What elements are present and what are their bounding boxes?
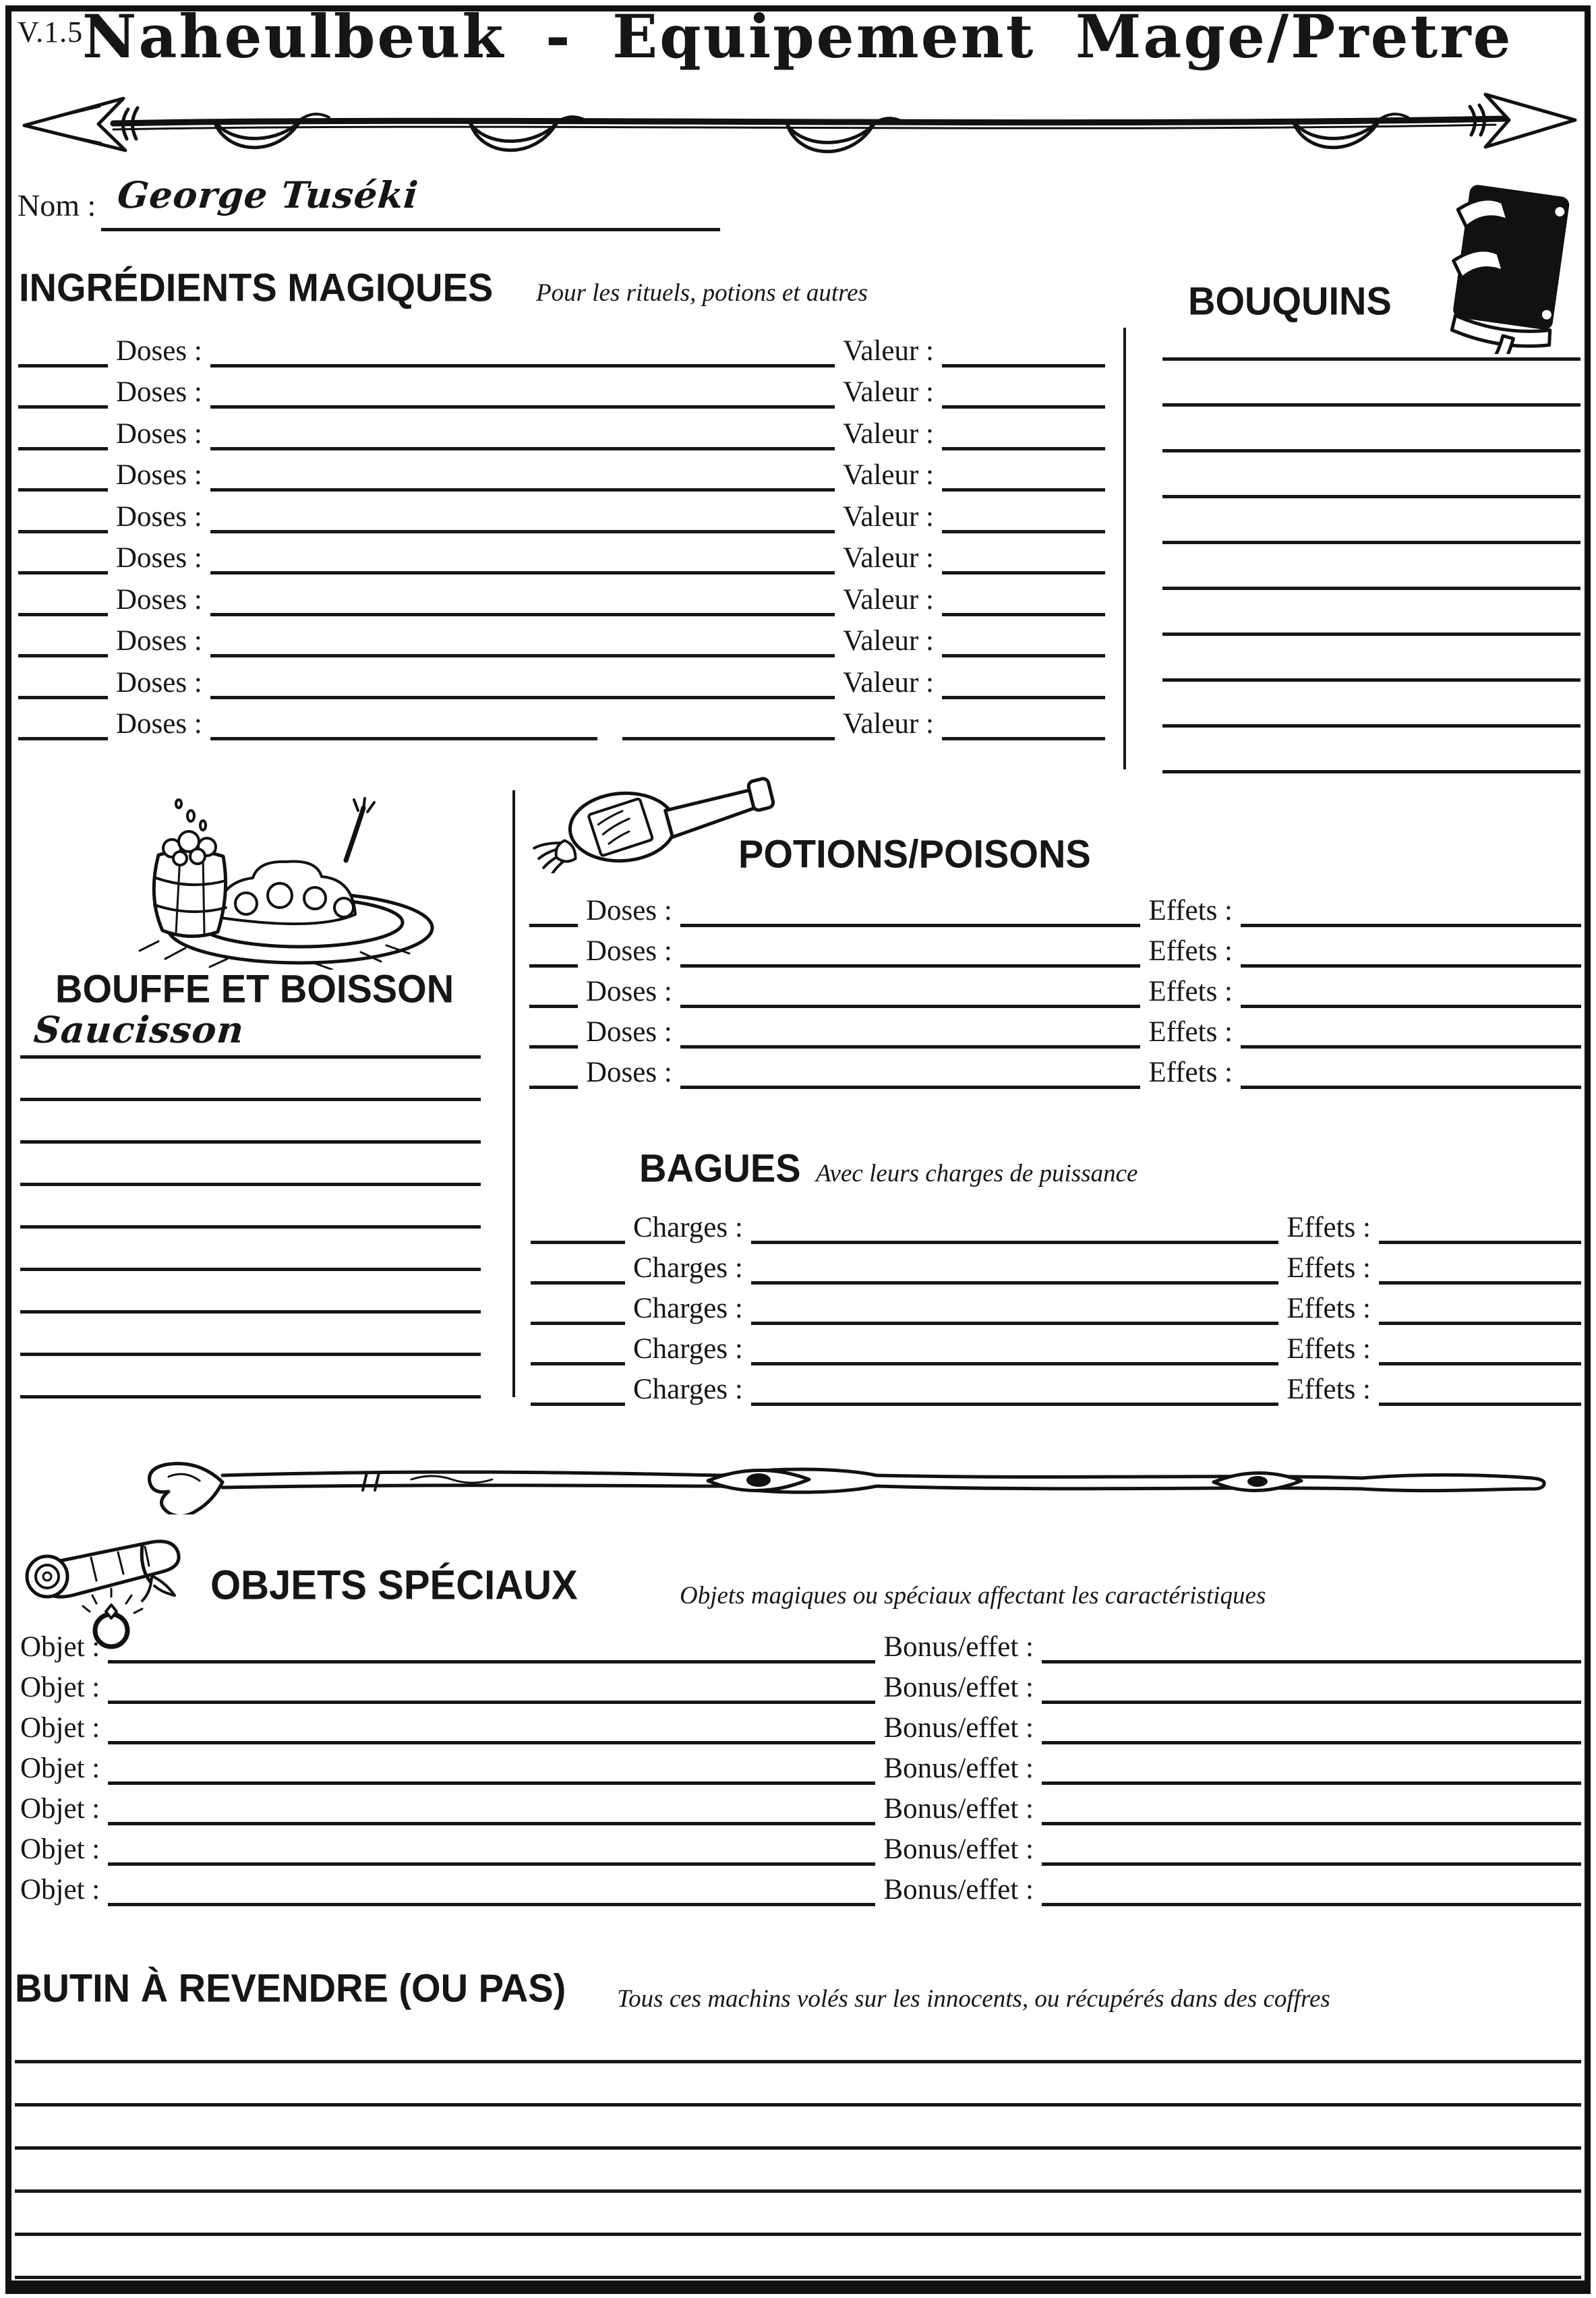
valeur-blank-line <box>942 737 1105 740</box>
objet-row <box>20 1704 1581 1744</box>
spear-divider-icon <box>12 86 1583 164</box>
quantity-blank-line <box>18 364 108 367</box>
ingredient-row <box>18 450 1105 492</box>
potion-blank-line <box>680 1086 1141 1089</box>
valeur-label: Valeur : <box>843 625 934 657</box>
ingredient-blank-line <box>210 488 835 492</box>
potion-row <box>529 1049 1581 1089</box>
ingredient-row <box>18 533 1105 575</box>
bague-blank-line <box>751 1281 1279 1285</box>
valeur-label: Valeur : <box>843 417 934 450</box>
ingredient-row <box>18 657 1105 699</box>
butin-blank-line <box>15 2106 1581 2150</box>
butin-blank-line <box>15 2236 1581 2279</box>
potions-rows <box>529 887 1581 1089</box>
column-divider <box>512 790 515 1397</box>
objet-label: Objet : <box>20 1631 100 1663</box>
bonus-effet-label: Bonus/effet : <box>883 1712 1034 1744</box>
charges-label: Charges : <box>633 1293 743 1324</box>
bonus-blank-line <box>1042 1660 1581 1663</box>
doses-label: Doses : <box>586 1057 672 1088</box>
bouffe-blank-line <box>20 1016 481 1059</box>
effets-label: Effets : <box>1287 1333 1371 1365</box>
ingredient-blank-line <box>210 447 835 450</box>
potion-row <box>529 927 1581 968</box>
potion-blank-line <box>680 1045 1141 1049</box>
doses-label: Doses : <box>586 1016 672 1048</box>
bouffe-blank-line <box>20 1229 481 1271</box>
objet-row <box>20 1866 1581 1906</box>
valeur-blank-line <box>942 571 1105 574</box>
objets-rows <box>20 1623 1581 1906</box>
bouquin-blank-line <box>1162 361 1580 407</box>
name-label: Nom : <box>18 188 96 223</box>
bouquin-blank-line <box>1162 590 1580 636</box>
ingredient-blank-line <box>210 571 835 574</box>
bouffe-blank-line <box>20 1101 481 1144</box>
bouquin-blank-line <box>1162 407 1580 452</box>
effets-blank-line <box>1379 1322 1581 1325</box>
effets-label: Effets : <box>1148 976 1233 1007</box>
quantity-blank-line <box>18 654 108 657</box>
effets-blank-line <box>1379 1241 1581 1244</box>
effets-label: Effets : <box>1287 1212 1371 1243</box>
quantity-blank-line <box>18 530 108 533</box>
effets-blank-line <box>1241 1045 1581 1049</box>
effets-label: Effets : <box>1148 895 1233 926</box>
potion-row <box>529 1008 1581 1049</box>
bagues-rows <box>531 1204 1581 1406</box>
bonus-effet-label: Bonus/effet : <box>883 1631 1034 1663</box>
ingredient-blank-line <box>210 530 835 533</box>
ingredient-row <box>18 326 1105 367</box>
charges-label: Charges : <box>633 1333 743 1365</box>
doses-label: Doses : <box>116 459 202 491</box>
ingredient-row <box>18 492 1105 533</box>
ingredient-row <box>18 367 1105 409</box>
bonus-effet-label: Bonus/effet : <box>883 1793 1034 1825</box>
bague-blank-line <box>751 1362 1279 1365</box>
bonus-blank-line <box>1042 1903 1581 1906</box>
bonus-blank-line <box>1042 1822 1581 1825</box>
effets-blank-line <box>1379 1362 1581 1365</box>
ingredient-row <box>18 409 1105 450</box>
effets-label: Effets : <box>1148 1016 1233 1048</box>
doses-label: Doses : <box>116 500 202 533</box>
name-value: George Tuséki <box>115 173 421 216</box>
effets-blank-line <box>1241 1086 1581 1089</box>
bague-row <box>531 1325 1581 1365</box>
column-divider <box>1123 328 1126 769</box>
objet-blank-line <box>108 1781 875 1785</box>
bouquin-blank-line <box>1162 682 1580 728</box>
quantity-blank-line <box>529 1005 578 1008</box>
objet-label: Objet : <box>20 1752 100 1784</box>
potion-row <box>529 968 1581 1008</box>
bague-row <box>531 1204 1581 1244</box>
valeur-blank-line <box>942 364 1105 367</box>
bonus-blank-line <box>1042 1741 1581 1744</box>
objet-label: Objet : <box>20 1874 100 1906</box>
bonus-effet-label: Bonus/effet : <box>883 1752 1034 1784</box>
quantity-blank-line <box>529 924 578 927</box>
doses-label: Doses : <box>586 935 672 967</box>
ingredients-rows <box>18 326 1105 740</box>
charges-label: Charges : <box>633 1374 743 1405</box>
valeur-blank-line <box>942 530 1105 533</box>
bouffe-blank-line <box>20 1314 481 1356</box>
valeur-blank-line <box>942 488 1105 492</box>
objet-label: Objet : <box>20 1793 100 1825</box>
objet-row <box>20 1744 1581 1785</box>
bonus-blank-line <box>1042 1781 1581 1785</box>
valeur-blank-line <box>942 405 1105 409</box>
potion-blank-line <box>680 964 1141 968</box>
bouquin-blank-line <box>1162 315 1580 361</box>
quantity-blank-line <box>529 1045 578 1049</box>
bonus-effet-label: Bonus/effet : <box>883 1833 1034 1865</box>
ingredient-row <box>18 574 1105 616</box>
page-title: Naheulbeuk - Equipement Mage/Pretre <box>82 1 1513 71</box>
bonus-blank-line <box>1042 1862 1581 1866</box>
valeur-label: Valeur : <box>843 459 934 491</box>
butin-title: BUTIN À REVENDRE (OU PAS) <box>15 1966 566 2011</box>
ingredient-blank-line <box>210 737 835 740</box>
objets-subtitle: Objets magiques ou spéciaux affectant les caractéristiques <box>680 1582 1266 1610</box>
valeur-blank-line <box>942 696 1105 699</box>
effets-blank-line <box>1241 964 1581 968</box>
effets-label: Effets : <box>1148 1057 1233 1088</box>
ingredient-row <box>18 616 1105 658</box>
valeur-label: Valeur : <box>843 542 934 574</box>
objet-row <box>20 1785 1581 1825</box>
effets-blank-line <box>1241 1005 1581 1008</box>
objet-blank-line <box>108 1660 875 1663</box>
bonus-effet-label: Bonus/effet : <box>883 1672 1034 1703</box>
doses-label: Doses : <box>586 895 672 926</box>
bouffe-blank-line <box>20 1271 481 1314</box>
charges-label: Charges : <box>633 1212 743 1243</box>
quantity-blank-line <box>18 696 108 699</box>
valeur-blank-line <box>942 447 1105 450</box>
effets-label: Effets : <box>1287 1293 1371 1324</box>
ingredient-row <box>18 699 1105 741</box>
bouquins-lines <box>1162 315 1580 773</box>
valeur-label: Valeur : <box>843 583 934 616</box>
quantity-blank-line <box>18 571 108 574</box>
effets-label: Effets : <box>1287 1252 1371 1284</box>
potion-row <box>529 887 1581 927</box>
bague-blank-line <box>751 1241 1279 1244</box>
bouquin-blank-line <box>1162 498 1580 544</box>
bague-blank-line <box>751 1403 1279 1406</box>
bouquin-blank-line <box>1162 544 1580 590</box>
butin-blank-line <box>15 2020 1581 2063</box>
bouffe-lines <box>20 1016 481 1398</box>
quantity-blank-line <box>529 964 578 968</box>
potion-blank-line <box>680 924 1141 927</box>
bagues-title: BAGUES <box>639 1146 801 1191</box>
doses-label: Doses : <box>116 666 202 699</box>
effets-label: Effets : <box>1287 1374 1371 1405</box>
quantity-blank-line <box>18 737 108 740</box>
objet-row <box>20 1663 1581 1704</box>
doses-label: Doses : <box>116 583 202 616</box>
bouquins-title: BOUQUINS <box>1188 278 1392 324</box>
charges-label: Charges : <box>633 1252 743 1284</box>
doses-label: Doses : <box>116 376 202 408</box>
valeur-blank-line <box>942 654 1105 657</box>
potion-blank-line <box>680 1005 1141 1008</box>
valeur-blank-line <box>942 613 1105 616</box>
valeur-label: Valeur : <box>843 376 934 408</box>
bouffe-title: BOUFFE ET BOISSON <box>55 966 454 1011</box>
objet-label: Objet : <box>20 1712 100 1744</box>
objet-row <box>20 1623 1581 1663</box>
effets-blank-line <box>1241 924 1581 927</box>
bague-row <box>531 1285 1581 1325</box>
bague-row <box>531 1365 1581 1406</box>
quantity-blank-line <box>18 447 108 450</box>
bonus-blank-line <box>1042 1701 1581 1704</box>
butin-blank-line <box>15 2193 1581 2236</box>
bouffe-entry-value: Saucisson <box>32 1008 246 1051</box>
valeur-label: Valeur : <box>843 334 934 367</box>
effets-blank-line <box>1379 1403 1581 1406</box>
butin-lines <box>15 2020 1581 2279</box>
ingredients-subtitle: Pour les rituels, potions et autres <box>536 279 868 307</box>
bagues-subtitle: Avec leurs charges de puissance <box>816 1160 1138 1187</box>
bouffe-blank-line <box>20 1144 481 1186</box>
quantity-blank-line <box>18 613 108 616</box>
quantity-blank-line <box>531 1281 625 1285</box>
doses-label: Doses : <box>116 542 202 574</box>
valeur-label: Valeur : <box>843 500 934 533</box>
objet-label: Objet : <box>20 1833 100 1865</box>
butin-subtitle: Tous ces machins volés sur les innocents, ou récupérés dans des coffres <box>617 1985 1330 2013</box>
staff-divider-icon <box>121 1447 1551 1514</box>
name-blank-line <box>101 228 720 231</box>
food-and-drink-icon <box>78 796 438 970</box>
objet-blank-line <box>108 1903 875 1906</box>
butin-blank-line <box>15 2150 1581 2193</box>
potions-title: POTIONS/POISONS <box>738 831 1091 877</box>
bouffe-blank-line <box>20 1186 481 1229</box>
bonus-effet-label: Bonus/effet : <box>883 1874 1034 1906</box>
objet-blank-line <box>108 1862 875 1866</box>
objet-row <box>20 1825 1581 1866</box>
quantity-blank-line <box>531 1241 625 1244</box>
objets-title: OBJETS SPÉCIAUX <box>210 1562 578 1609</box>
quantity-blank-line <box>531 1362 625 1365</box>
bouquin-blank-line <box>1162 636 1580 682</box>
ingredient-blank-line <box>210 405 835 409</box>
objet-label: Objet : <box>20 1672 100 1703</box>
version-label: V.1.5 <box>18 16 84 49</box>
doses-label: Doses : <box>116 334 202 367</box>
doses-label: Doses : <box>586 976 672 1007</box>
quantity-blank-line <box>531 1403 625 1406</box>
ingredient-blank-line <box>210 364 835 367</box>
objet-blank-line <box>108 1701 875 1704</box>
bague-blank-line <box>751 1322 1279 1325</box>
ingredient-blank-line <box>210 613 835 616</box>
doses-label: Doses : <box>116 708 202 740</box>
quantity-blank-line <box>18 405 108 409</box>
valeur-label: Valeur : <box>843 708 934 740</box>
ingredients-title: INGRÉDIENTS MAGIQUES <box>19 265 494 310</box>
effets-label: Effets : <box>1148 935 1233 967</box>
bouquin-blank-line <box>1162 452 1580 498</box>
bouffe-blank-line <box>20 1059 481 1101</box>
butin-blank-line <box>15 2063 1581 2106</box>
bouquin-blank-line <box>1162 728 1580 773</box>
bouffe-blank-line <box>20 1356 481 1398</box>
doses-label: Doses : <box>116 417 202 450</box>
valeur-label: Valeur : <box>843 666 934 699</box>
quantity-blank-line <box>531 1322 625 1325</box>
objet-blank-line <box>108 1741 875 1744</box>
effets-blank-line <box>1379 1281 1581 1285</box>
quantity-blank-line <box>529 1086 578 1089</box>
ingredient-blank-line <box>210 654 835 657</box>
objet-blank-line <box>108 1822 875 1825</box>
doses-label: Doses : <box>116 625 202 657</box>
quantity-blank-line <box>18 488 108 492</box>
bague-row <box>531 1244 1581 1285</box>
ingredient-blank-line <box>210 696 835 699</box>
